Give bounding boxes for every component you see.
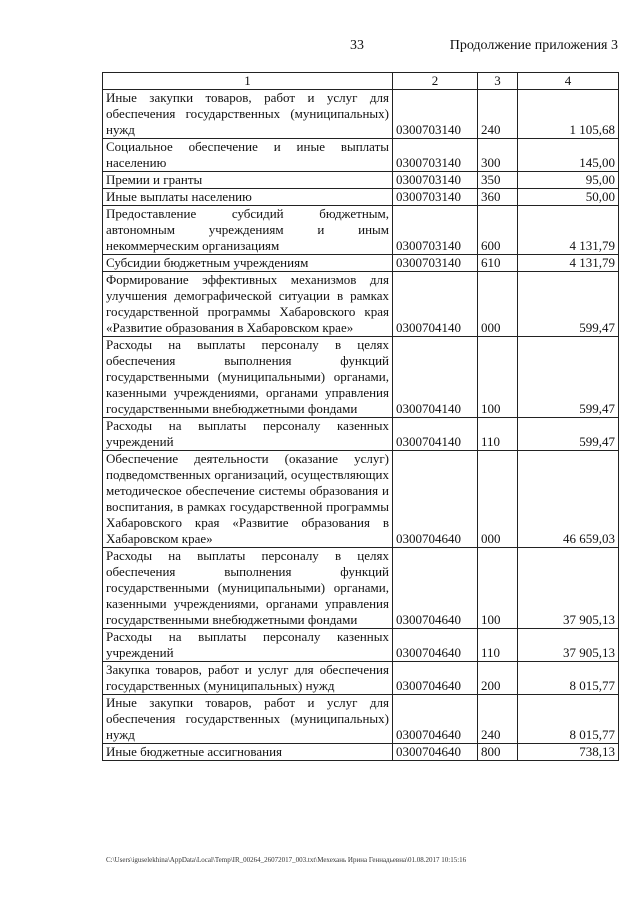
row-expense-kind: 300 (478, 139, 518, 172)
row-code: 0300704640 (393, 629, 478, 662)
table-row (103, 629, 619, 662)
row-expense-kind: 000 (478, 451, 518, 548)
table-row (103, 695, 619, 744)
table-row (103, 90, 619, 139)
row-amount: 8 015,77 (518, 695, 619, 744)
row-name: Расходы на выплаты персоналу казенных учреждений (103, 418, 393, 451)
table-row (103, 451, 619, 548)
table-row (103, 744, 619, 761)
row-expense-kind: 360 (478, 189, 518, 206)
table-row (103, 662, 619, 695)
row-code: 0300704640 (393, 744, 478, 761)
row-expense-kind: 610 (478, 255, 518, 272)
row-amount: 599,47 (518, 337, 619, 418)
table-row (103, 139, 619, 172)
row-code: 0300703140 (393, 189, 478, 206)
table-header-row (103, 73, 619, 90)
row-code: 0300703140 (393, 255, 478, 272)
row-name: Расходы на выплаты персоналу в целях обеспечения выполнения функций государственными (муниципальными) органами, казенными учреждениями, органами управления государственными внебюджетными фондами (103, 337, 393, 418)
table-row (103, 189, 619, 206)
row-amount: 37 905,13 (518, 548, 619, 629)
row-amount: 1 105,68 (518, 90, 619, 139)
table-row (103, 255, 619, 272)
row-expense-kind: 240 (478, 695, 518, 744)
row-name: Социальное обеспечение и иные выплаты населению (103, 139, 393, 172)
row-expense-kind: 800 (478, 744, 518, 761)
row-amount: 37 905,13 (518, 629, 619, 662)
row-name: Расходы на выплаты персоналу казенных учреждений (103, 629, 393, 662)
row-amount: 95,00 (518, 172, 619, 189)
column-header-1: 1 (103, 73, 393, 90)
row-amount: 50,00 (518, 189, 619, 206)
continuation-label: Продолжение приложения 3 (449, 38, 618, 53)
row-code: 0300703140 (393, 172, 478, 189)
row-expense-kind: 350 (478, 172, 518, 189)
row-name: Расходы на выплаты персоналу в целях обеспечения выполнения функций государственными (муниципальными) органами, казенными учреждениями, органами управления государственными внебюджетными фондами (103, 548, 393, 629)
row-code: 0300704640 (393, 548, 478, 629)
row-code: 0300704140 (393, 418, 478, 451)
row-name: Иные закупки товаров, работ и услуг для обеспечения государственных (муниципальных) нужд (103, 90, 393, 139)
row-amount: 145,00 (518, 139, 619, 172)
row-code: 0300704140 (393, 337, 478, 418)
row-amount: 599,47 (518, 272, 619, 337)
row-name: Премии и гранты (103, 172, 393, 189)
row-amount: 4 131,79 (518, 255, 619, 272)
row-amount: 4 131,79 (518, 206, 619, 255)
row-expense-kind: 200 (478, 662, 518, 695)
row-name: Закупка товаров, работ и услуг для обеспечения государственных (муниципальных) нужд (103, 662, 393, 695)
row-amount: 46 659,03 (518, 451, 619, 548)
column-header-2: 2 (393, 73, 478, 90)
row-name: Формирование эффективных механизмов для улучшения демографической ситуации в рамках государственной программы Хабаровского края «Развитие образования в Хабаровском крае» (103, 272, 393, 337)
row-code: 0300704140 (393, 272, 478, 337)
column-header-3: 3 (478, 73, 518, 90)
table-row (103, 172, 619, 189)
column-header-4: 4 (518, 73, 619, 90)
row-code: 0300704640 (393, 451, 478, 548)
table-row (103, 272, 619, 337)
page-number: 33 (350, 38, 364, 53)
row-expense-kind: 240 (478, 90, 518, 139)
row-amount: 8 015,77 (518, 662, 619, 695)
row-expense-kind: 110 (478, 418, 518, 451)
row-name: Обеспечение деятельности (оказание услуг) подведомственных организаций, осуществляющих методическое обеспечение системы образования и воспитания, в рамках государственной программы Хабаровского края «Развитие образования в Хабаровском крае» (103, 451, 393, 548)
row-expense-kind: 600 (478, 206, 518, 255)
row-name: Иные бюджетные ассигнования (103, 744, 393, 761)
row-code: 0300704640 (393, 695, 478, 744)
row-expense-kind: 100 (478, 337, 518, 418)
row-name: Предоставление субсидий бюджетным, автономным учреждениям и иным некоммерческим организациям (103, 206, 393, 255)
row-code: 0300703140 (393, 139, 478, 172)
budget-table (102, 72, 619, 761)
row-name: Иные выплаты населению (103, 189, 393, 206)
table-row (103, 337, 619, 418)
row-amount: 738,13 (518, 744, 619, 761)
row-code: 0300704640 (393, 662, 478, 695)
row-expense-kind: 100 (478, 548, 518, 629)
table-row (103, 206, 619, 255)
footer-file-path: C:\Users\iguselekhina\AppData\Local\Temp\IR_00264_26072017_003.txt\Мехехань Ирина Геннадьевна\01.08.2017 10:15:16 (106, 856, 467, 864)
row-name: Иные закупки товаров, работ и услуг для обеспечения государственных (муниципальных) нужд (103, 695, 393, 744)
row-expense-kind: 000 (478, 272, 518, 337)
row-code: 0300703140 (393, 206, 478, 255)
table-row (103, 418, 619, 451)
row-expense-kind: 110 (478, 629, 518, 662)
row-name: Субсидии бюджетным учреждениям (103, 255, 393, 272)
row-code: 0300703140 (393, 90, 478, 139)
table-row (103, 548, 619, 629)
row-amount: 599,47 (518, 418, 619, 451)
